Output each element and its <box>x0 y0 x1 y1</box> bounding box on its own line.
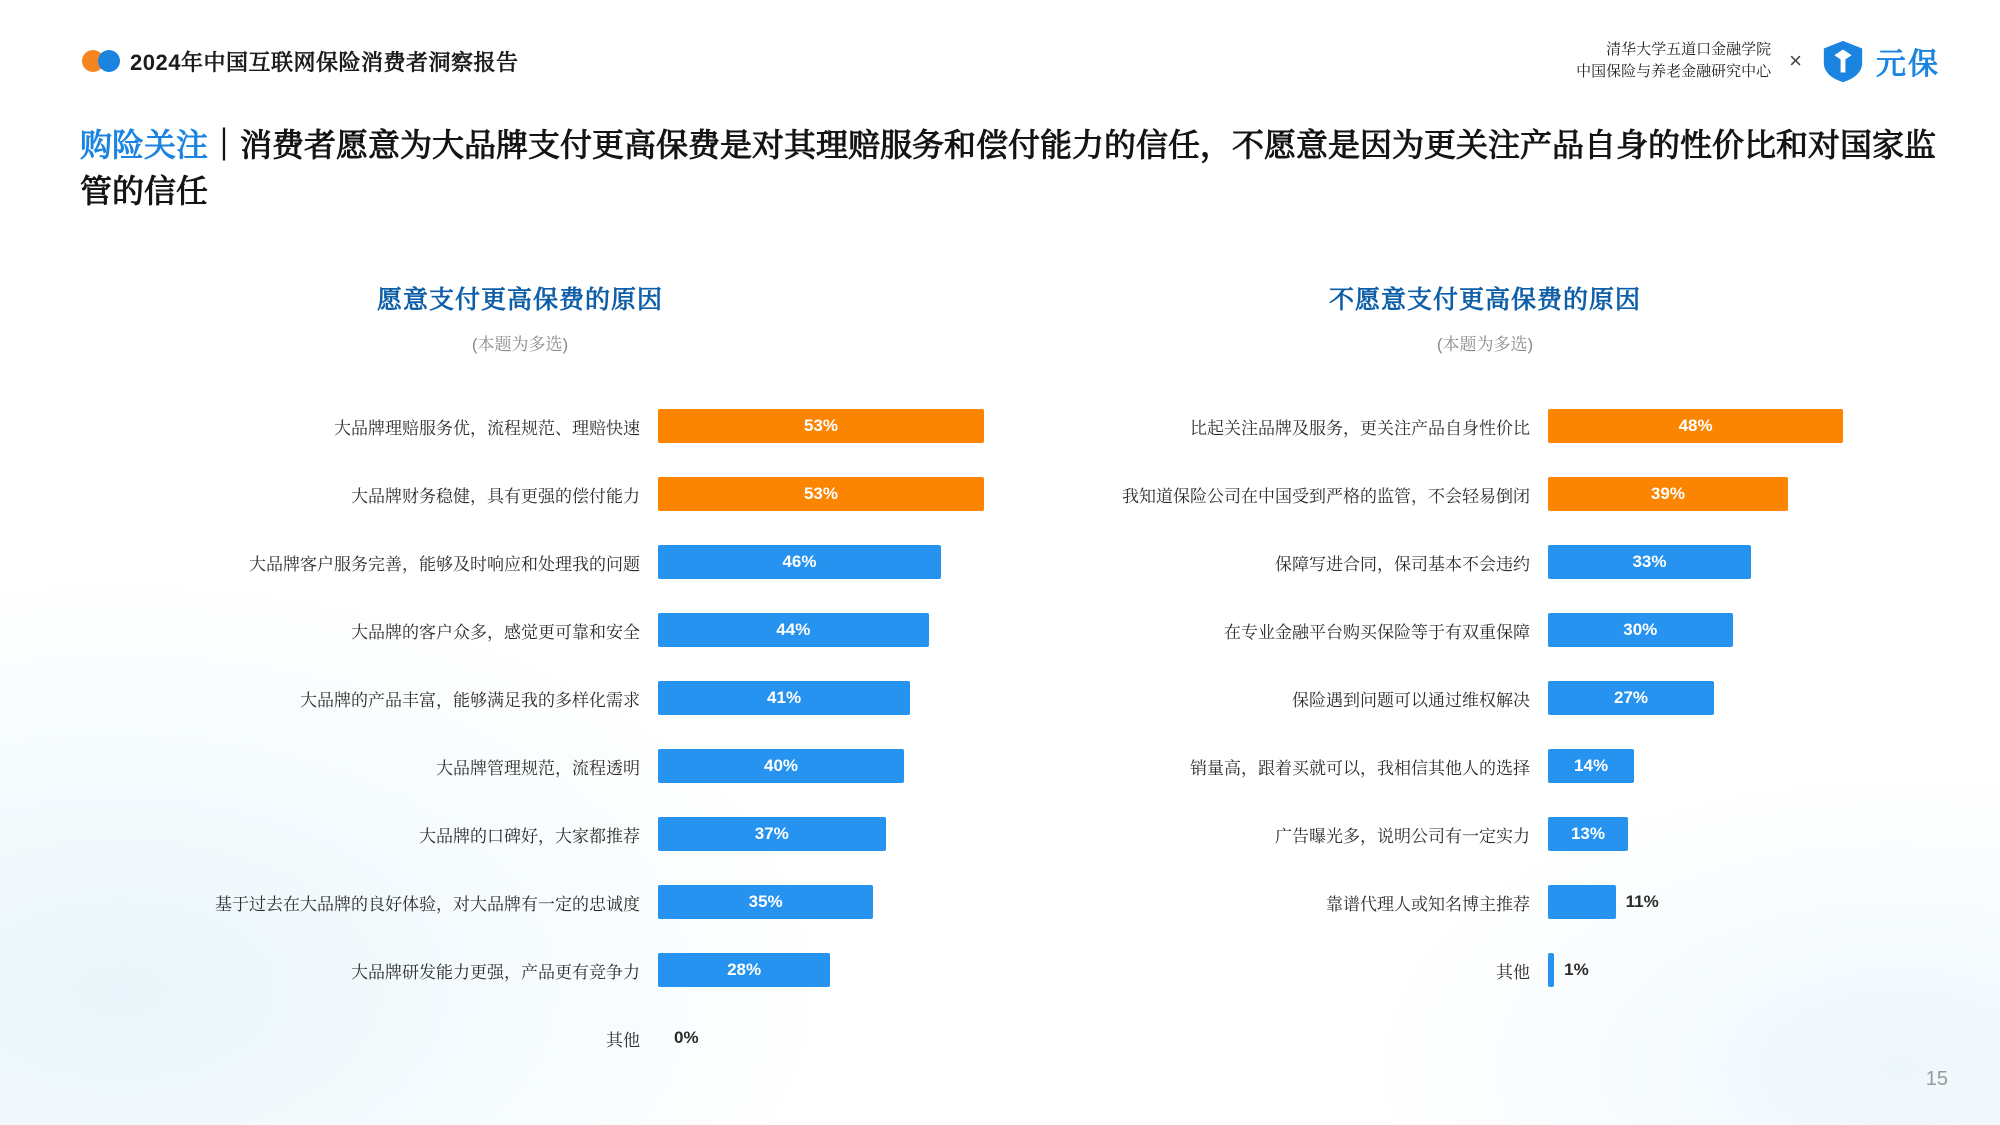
chart-bar: 28% <box>658 953 830 987</box>
university-line-2: 中国保险与养老金融研究中心 <box>1576 63 1772 80</box>
brand-name: 元保 <box>1876 48 1940 81</box>
chart-bar-wrap <box>1548 545 1960 579</box>
chart-bar-wrap <box>658 545 1000 579</box>
chart-bar: 40% <box>658 749 904 783</box>
chart-bar: 37% <box>658 817 886 851</box>
chart-bar-wrap <box>658 885 1000 919</box>
chart-bar: 27% <box>1548 681 1714 715</box>
chart-row-label: 保障写进合同，保司基本不会违约 <box>1275 554 1530 574</box>
chart-row-label: 大品牌客户服务完善，能够及时响应和处理我的问题 <box>249 554 640 574</box>
chart-bar-wrap <box>658 477 1000 511</box>
chart-row <box>40 947 1000 993</box>
chart-bar-value: 11% <box>1625 892 1659 911</box>
chart-bar: 53% <box>658 477 984 511</box>
chart-row <box>40 879 1000 925</box>
chart-bar-value: 0% <box>674 1028 699 1047</box>
chart-row-label: 我知道保险公司在中国受到严格的监管，不会轻易倒闭 <box>1122 486 1530 506</box>
chart-row <box>40 811 1000 857</box>
university-block <box>1576 39 1771 83</box>
chart-row-label: 大品牌研发能力更强，产品更有竞争力 <box>351 962 640 982</box>
chart-bar: 33% <box>1548 545 1751 579</box>
chart-title-willing: 愿意支付更高保费的原因 <box>376 286 663 314</box>
chart-bar-wrap <box>658 409 1000 443</box>
header-right <box>1576 34 1940 88</box>
chart-row <box>40 1015 1000 1061</box>
chart-row <box>1010 743 1960 789</box>
chart-bar: 30% <box>1548 613 1733 647</box>
chart-bar-wrap <box>658 681 1000 715</box>
chart-bar: 44% <box>658 613 929 647</box>
slide-header <box>0 0 2000 110</box>
chart-bar-wrap <box>658 1021 1000 1055</box>
chart-bar-wrap <box>658 817 1000 851</box>
chart-bar <box>1548 953 1554 987</box>
chart-row-label: 比起关注品牌及服务，更关注产品自身性价比 <box>1190 418 1530 438</box>
chart-row <box>1010 471 1960 517</box>
chart-bar: 14% <box>1548 749 1634 783</box>
chart-row-label: 大品牌的客户众多，感觉更可靠和安全 <box>351 622 640 642</box>
chart-bar-wrap <box>1548 885 1960 919</box>
chart-bar <box>1548 885 1616 919</box>
chart-bar: 48% <box>1548 409 1843 443</box>
chart-row <box>40 471 1000 517</box>
chart-bar-wrap <box>1548 681 1960 715</box>
chart-bar-wrap <box>1548 613 1960 647</box>
chart-row <box>40 675 1000 721</box>
chart-bar-wrap <box>658 613 1000 647</box>
chart-bar-wrap <box>658 749 1000 783</box>
chart-row-label: 大品牌理赔服务优，流程规范、理赔快速 <box>334 418 640 438</box>
chart-row-label: 基于过去在大品牌的良好体验，对大品牌有一定的忠诚度 <box>215 894 640 914</box>
chart-row <box>1010 607 1960 653</box>
chart-bar-wrap <box>1548 477 1960 511</box>
headline-keyword: 购险关注 <box>80 127 209 163</box>
chart-row <box>1010 947 1960 993</box>
chart-bar-wrap <box>1548 953 1960 987</box>
chart-bar-value: 1% <box>1564 960 1589 979</box>
headline-text: 消费者愿意为大品牌支付更高保费是对其理赔服务和偿付能力的信任，不愿意是因为更关注产品自身的性价比和对国家监管的信任 <box>80 127 1937 210</box>
chart-row <box>1010 675 1960 721</box>
cross-icon: × <box>1789 48 1802 73</box>
headline-divider: ｜ <box>208 127 241 163</box>
chart-bar: 13% <box>1548 817 1628 851</box>
chart-bar: 39% <box>1548 477 1788 511</box>
chart-row <box>40 607 1000 653</box>
chart-row-label: 保险遇到问题可以通过维权解决 <box>1292 690 1530 710</box>
chart-row-label: 在专业金融平台购买保险等于有双重保障 <box>1224 622 1530 642</box>
chart-row-label: 广告曝光多，说明公司有一定实力 <box>1275 826 1530 846</box>
chart-row-label: 大品牌的产品丰富，能够满足我的多样化需求 <box>300 690 640 710</box>
chart-bar: 53% <box>658 409 984 443</box>
report-title: 2024年中国互联网保险消费者洞察报告 <box>130 50 519 75</box>
chart-row <box>1010 403 1960 449</box>
chart-subtitle-unwilling: (本题为多选) <box>1436 335 1534 354</box>
shield-icon <box>1820 38 1866 84</box>
chart-panel-willing <box>40 280 1000 1083</box>
brand-logo <box>1820 38 1940 84</box>
chart-row-label: 销量高，跟着买就可以，我相信其他人的选择 <box>1190 758 1530 778</box>
chart-rows-unwilling <box>1010 403 1960 993</box>
chart-row <box>1010 539 1960 585</box>
chart-bar-wrap <box>1548 409 1960 443</box>
chart-row-label: 靠谱代理人或知名博主推荐 <box>1326 894 1530 914</box>
chart-title-unwilling: 不愿意支付更高保费的原因 <box>1328 286 1641 314</box>
chart-row <box>40 539 1000 585</box>
chart-row-label: 大品牌的口碑好，大家都推荐 <box>419 826 640 846</box>
logo-dots-icon <box>82 50 132 72</box>
chart-bar: 35% <box>658 885 873 919</box>
page-headline <box>80 122 1940 215</box>
chart-row <box>40 403 1000 449</box>
chart-row-label: 其他 <box>606 1030 640 1050</box>
chart-row-label: 大品牌财务稳健，具有更强的偿付能力 <box>351 486 640 506</box>
chart-bar: 41% <box>658 681 910 715</box>
chart-row <box>40 743 1000 789</box>
chart-bar-wrap <box>1548 817 1960 851</box>
chart-panel-unwilling <box>1010 280 1960 1015</box>
chart-row <box>1010 811 1960 857</box>
page-number: 15 <box>1925 1068 1948 1090</box>
chart-bar-wrap <box>1548 749 1960 783</box>
chart-row <box>1010 879 1960 925</box>
chart-bar: 46% <box>658 545 941 579</box>
chart-row-label: 大品牌管理规范，流程透明 <box>436 758 640 778</box>
chart-bar-wrap <box>658 953 1000 987</box>
chart-rows-willing <box>40 403 1000 1061</box>
university-line-1: 清华大学五道口金融学院 <box>1606 41 1772 59</box>
chart-subtitle-willing: (本题为多选) <box>471 335 569 354</box>
chart-row-label: 其他 <box>1496 962 1530 982</box>
